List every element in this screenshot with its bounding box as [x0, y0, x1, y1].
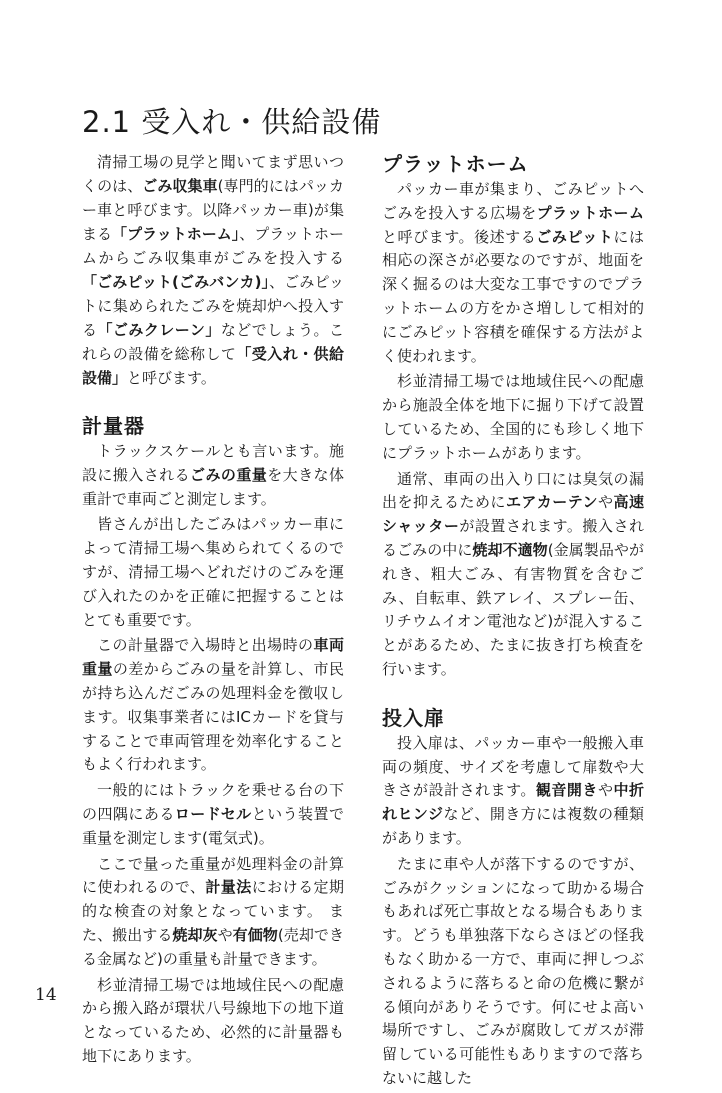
text-run: が設置されます。搬入されるごみの中に [382, 517, 644, 559]
bold-term: 焼却不適物 [472, 540, 548, 559]
text-run: や [597, 781, 614, 800]
text-run: 一般的にはトラックを乗せる台の下の四隅にある [82, 781, 344, 823]
text-run: と呼びます。 [127, 369, 216, 387]
text-run: この計量器で入場時と出場時の [97, 636, 314, 655]
left-column [82, 150, 344, 1071]
text-run: と呼びます。後述する [382, 227, 537, 246]
text-run: たまに車や人が落下するのですが、ごみがクッションになって助かる場合もあれば死亡事故となる場合もあります。どうも単独落下ならさほどの怪我もなく助かる一方で、車両に押しつぶされるように落ちると命の危機に繋がる傾向がありそうです。何にせよ高い場所ですし、ごみが腐敗してガスが滞留している可能性もありますので落ちないに越した [382, 854, 644, 1087]
bold-term: エアカーテン [505, 493, 598, 512]
bold-term: 「ごみクレーン」 [97, 321, 221, 339]
text-run: を大きな体重計で車両ごと測定します。 [82, 465, 344, 508]
platform-heading: プラットホーム [382, 152, 529, 176]
paragraph [82, 974, 344, 1069]
bold-term: 車両重量 [82, 636, 344, 679]
text-run: などでしょう。これらの設備を総称して [82, 321, 344, 363]
paragraph [382, 370, 644, 465]
bold-term: 「受入れ・供給設備」 [82, 345, 344, 387]
paragraph [82, 440, 344, 511]
text-run: 通常、車両の出入り口には臭気の漏出を抑えるために [382, 469, 644, 512]
tounyuto-section [382, 704, 644, 1091]
bold-term: 「プラットホーム」 [112, 225, 240, 243]
paragraph [82, 513, 344, 632]
bold-term: 中折れヒンジ [382, 781, 644, 824]
section-title: 2.1 受入れ・供給設備 [82, 105, 382, 139]
paragraph [382, 468, 644, 682]
text-run: 清掃工場の見学と聞いてまず思いつくのは、 [82, 153, 344, 195]
text-run: (金属製品やがれき、粗大ごみ、有害物質を含むごみ、自転車、鉄アレイ、スプレー缶、リチウムイオン電池など)が混入することがあるため、たまに抜き打ち検査を行います。 [382, 540, 644, 678]
bold-term: 焼却灰 [172, 925, 218, 944]
bold-term: ごみピット [536, 227, 614, 246]
platform-body [382, 178, 644, 682]
text-run: トラックスケールとも言います。施設に搬入される [82, 442, 344, 484]
paragraph [82, 634, 344, 777]
text-run: パッカー車が集まり、ごみピットへごみを投入する広場を [382, 180, 644, 222]
text-run: や [217, 925, 233, 944]
text-run: という装置で重量を測定します(電気式)。 [82, 804, 344, 847]
paragraph [382, 178, 644, 368]
text-run: 投入扉は、パッカー車や一般搬入車両の頻度、サイズを考慮して扉数や大きさが設計されます。 [382, 733, 644, 800]
keiryoki-heading: 計量器 [82, 414, 145, 438]
text-run: 杉並清掃工場では地域住民への配慮から搬入路が環状八号線地下の地下道となっているため、必然的に計量器も地下にあります。 [82, 975, 344, 1065]
text-run: には相応の深さが必要なのですが、地面を深く掘るのは大変な工事ですのでプラットホームの方をかさ増しして相対的にごみピット容積を確保する方法がよく使われます。 [382, 227, 644, 365]
bold-term: 「ごみピット(ごみバンカ)」 [82, 273, 270, 291]
intro-section [82, 150, 344, 390]
bold-term: ロードセル [174, 804, 252, 823]
text-run: 、プラットホームからごみ収集車がごみを投入する [82, 225, 344, 267]
paragraph [82, 853, 344, 972]
text-run: 杉並清掃工場では地域住民への配慮から施設全体を地下に掘り下げて設置しているため、全国的にも珍しく地下にプラットホームがあります。 [382, 372, 644, 462]
bold-term: 計量法 [205, 878, 252, 897]
paragraph [382, 732, 644, 851]
right-column [382, 150, 644, 1093]
bold-term: ごみの重量 [190, 465, 268, 484]
bold-term: 有価物 [232, 925, 278, 944]
text-run: における定期的な検査の対象となっています。 また、搬出する [82, 878, 344, 944]
text-run: 皆さんが出したごみはパッカー車によって清掃工場へ集められてくるのですが、清掃工場へどれだけのごみを運び入れたのかを正確に把握することはとても重要です。 [82, 515, 344, 629]
text-run: (専門的にはパッカー車と呼びます。以降パッカー車)が集まる [82, 177, 344, 243]
text-run: など、開き方には複数の種類があります。 [382, 805, 644, 847]
paragraph [82, 150, 344, 390]
platform-section [382, 150, 644, 682]
bold-term: 観音開き [535, 781, 598, 800]
text-run: (売却できる金属など)の重量も計量できます。 [82, 925, 344, 968]
paragraph [382, 853, 644, 1091]
text-run: の差からごみの量を計算し、市民が持ち込んだごみの処理料金を徴収します。収集事業者にはICカードを貸与することで車両管理を効率化することもよく行われます。 [82, 660, 344, 774]
bold-term: プラットホーム [536, 203, 644, 222]
text-run: ここで量った重量が処理料金の計算に使われるので、 [82, 854, 344, 897]
text-run: や [597, 493, 614, 512]
text-run: 、ごみピットに集められたごみを焼却炉へ投入する [82, 273, 344, 339]
keiryoki-section [82, 412, 344, 1069]
keiryoki-body [82, 440, 344, 1069]
tounyuto-body [382, 732, 644, 1091]
tounyuto-heading: 投入扉 [382, 705, 445, 730]
bold-term: 高速シャッター [382, 493, 644, 536]
page-number: 14 [35, 985, 57, 1005]
bold-term: ごみ収集車 [142, 177, 218, 195]
paragraph [82, 779, 344, 850]
